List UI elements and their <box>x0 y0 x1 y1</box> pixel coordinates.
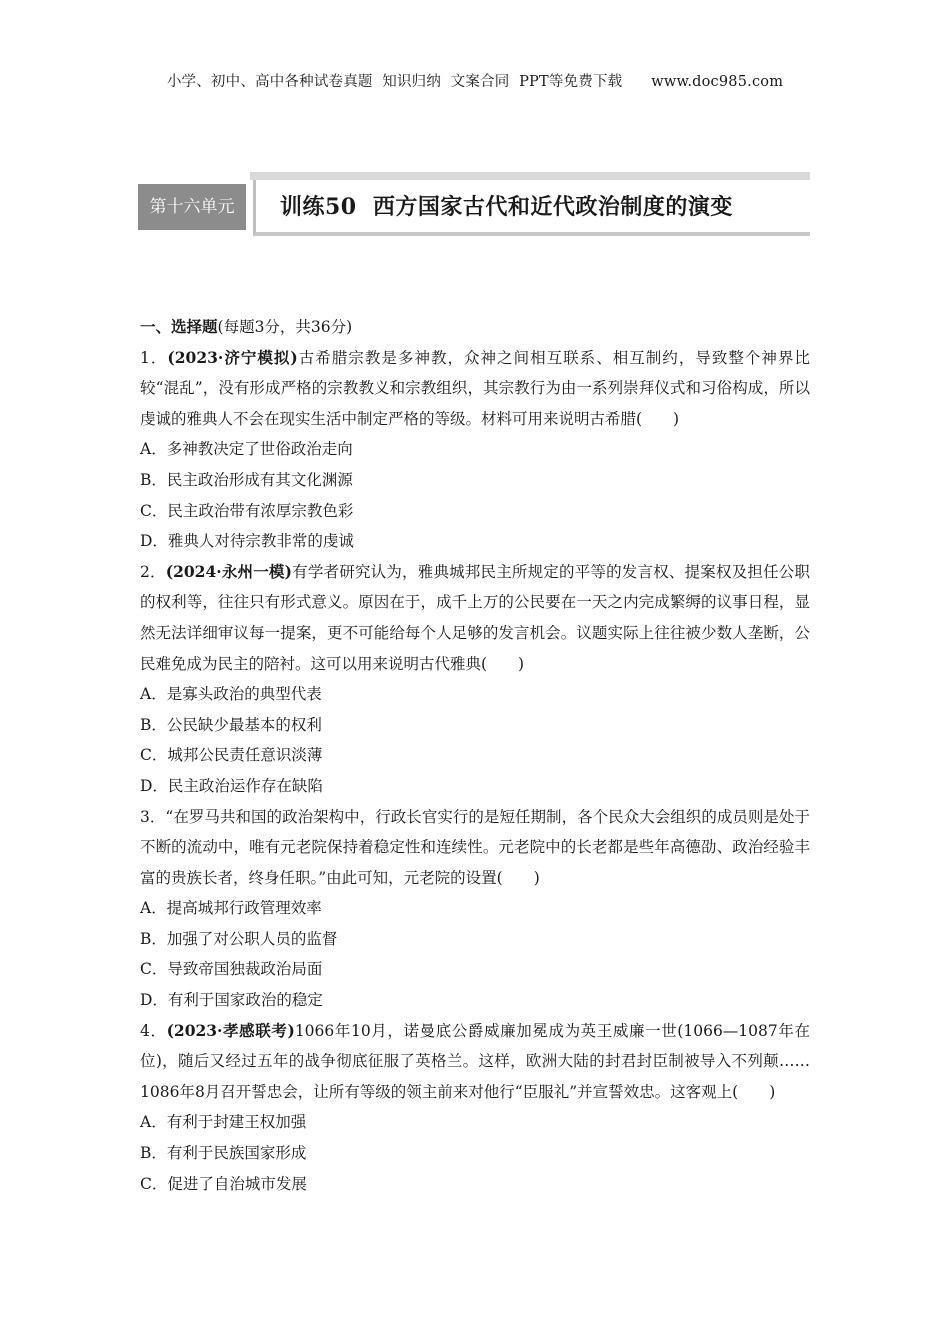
option-b: B．公民缺少最基本的权利 <box>140 715 322 734</box>
question-source: (2023·孝感联考) <box>166 1020 295 1040</box>
option-a: A．提高城邦行政管理效率 <box>140 899 322 918</box>
section-heading-text: 一、选择题 <box>140 317 218 336</box>
question-3 <box>140 802 810 1016</box>
question-1 <box>140 343 810 557</box>
question-text: 古希腊宗教是多神教，众神之间相互联系、相互制约，导致整个神界比较“混乱”，没有形成严格的宗教教义和宗教组织，其宗教行为由一系列崇拜仪式和习俗构成，所以虔诚的雅典人不会在现实生活中制定严格的等级。材料可用来说明古希腊( ) <box>140 348 810 428</box>
question-stem <box>140 802 810 894</box>
question-stem <box>140 343 810 435</box>
unit-label: 第十六单元 <box>138 184 246 230</box>
lesson-title: 训练50 西方国家古代和近代政治制度的演变 <box>280 194 733 220</box>
option-a: A．有利于封建王权加强 <box>140 1113 307 1132</box>
question-stem <box>140 557 810 679</box>
top-banner: 小学、初中、高中各种试卷真题 知识归纳 文案合同 PPT等免费下载 www.doc985.com <box>166 74 784 90</box>
question-text: 1066年10月，诺曼底公爵威廉加冕成为英王威廉一世(1066—1087年在位)，随后又经过五年的战争彻底征服了英格兰。这样，欧洲大陆的封君封臣制被导入不列颠……1086年8月召开誓忠会，让所有等级的领主前来对他行“臣服礼”并宣誓效忠。这客观上( ) <box>140 1021 810 1101</box>
section-heading <box>140 312 810 343</box>
question-source: (2023·济宁模拟) <box>167 347 298 367</box>
question-number: 4． <box>140 1021 167 1040</box>
section-score-note: (每题3分，共36分) <box>217 318 353 336</box>
option-d: D．雅典人对待宗教非常的虔诚 <box>140 532 354 551</box>
question-stem <box>140 1016 810 1108</box>
question-4 <box>140 1016 810 1200</box>
question-2 <box>140 557 810 802</box>
option-c: C．促进了自治城市发展 <box>140 1174 307 1193</box>
option-d: D．有利于国家政治的稳定 <box>140 991 323 1010</box>
option-a: A．是寡头政治的典型代表 <box>140 685 322 704</box>
question-number: 3． <box>140 807 166 826</box>
question-content <box>140 312 810 1199</box>
title-panel <box>253 180 810 236</box>
option-c: C．导致帝国独裁政治局面 <box>140 960 323 979</box>
option-b: B．加强了对公职人员的监督 <box>140 929 338 948</box>
question-text: 有学者研究认为，雅典城邦民主所规定的平等的发言权、提案权及担任公职的权利等，往往只有形式意义。原因在于，成千上万的公民要在一天之内完成繁缛的议事日程，显然无法详细审议每一提案，更不可能给每个人足够的发言机会。议题实际上往往被少数人垄断，公民难免成为民主的陪衬。这可以用来说明古代雅典( ) <box>140 562 810 673</box>
option-d: D．民主政治运作存在缺陷 <box>140 776 323 795</box>
question-text: “在罗马共和国的政治架构中，行政长官实行的是短任期制，各个民众大会组织的成员则是处于不断的流动中，唯有元老院保持着稳定性和连续性。元老院中的长老都是些年高德劭、政治经验丰富的贵族长者，终身任职。”由此可知，元老院的设置( ) <box>140 807 810 887</box>
question-number: 1． <box>140 348 168 367</box>
option-c: C．城邦公民责任意识淡薄 <box>140 746 323 765</box>
option-c: C．民主政治带有浓厚宗教色彩 <box>140 501 354 520</box>
option-a: A．多神教决定了世俗政治走向 <box>140 440 353 459</box>
option-b: B．有利于民族国家形成 <box>140 1144 307 1163</box>
unit-header <box>138 172 810 242</box>
title-bar-decoration <box>250 172 810 180</box>
question-source: (2024·永州一模) <box>165 561 292 581</box>
question-number: 2． <box>140 562 166 581</box>
option-b: B．民主政治形成有其文化渊源 <box>140 470 353 489</box>
